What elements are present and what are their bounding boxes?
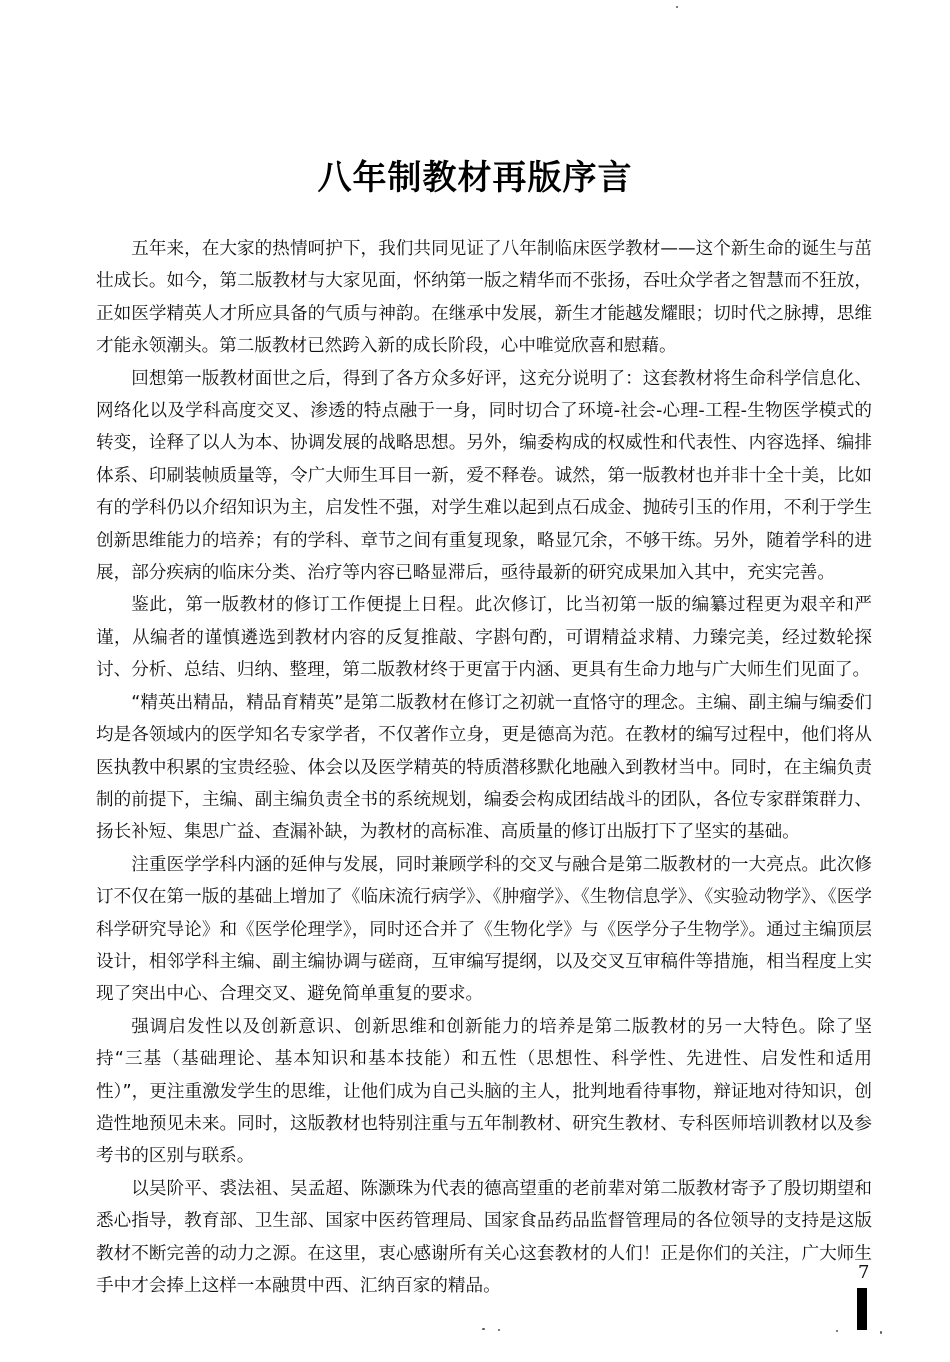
paragraph: 回想第一版教材面世之后，得到了各方众多好评，这充分说明了：这套教材将生命科学信息化、网络化以及学科高度交叉、渗透的特点融于一身，同时切合了环境-社会-心理-工程-生物医学模式的转变，诠释了以人为本、协调发展的战略思想。另外，编委构成的权威性和代表性、内容选择、编排体系、印刷装帧质量等，令广大师生耳目一新，爱不释卷。诚然，第一版教材也并非十全十美，比如有的学科仍以介绍知识为主，启发性不强，对学生难以起到点石成金、抛砖引玉的作用，不利于学生创新思维能力的培养；有的学科、章节之间有重复现象，略显冗余，不够干练。另外，随着学科的进展，部分疾病的临床分类、治疗等内容已略显滞后，亟待最新的研究成果加入其中，充实完善。 (96, 368, 872, 584)
scan-speck (676, 6, 678, 8)
paragraph: 注重医学学科内涵的延伸与发展，同时兼顾学科的交叉与融合是第二版教材的一大亮点。此次修订不仅在第一版的基础上增加了《临床流行病学》、《肿瘤学》、《生物信息学》、《实验动物学》、《医学科学研究导论》和《医学伦理学》，同时还合并了《生物化学》与《医学分子生物学》。通过主编顶层设计，相邻学科主编、副主编协调与磋商，互审编写提纲，以及交叉互审稿件等措施，相当程度上实现了突出中心、合理交叉、避免简单重复的要求。 (96, 854, 872, 1005)
paragraph: “精英出精品，精品育精英”是第二版教材在修订之初就一直恪守的理念。主编、副主编与编委们均是各领域内的医学知名专家学者，不仅著作立身，更是德高为范。在教材的编写过程中，他们将从医执教中积累的宝贵经验、体会以及医学精英的特质潜移默化地融入到教材当中。同时，在主编负责制的前提下，主编、副主编负责全书的系统规划，编委会构成团结战斗的团队，各位专家群策群力、扬长补短、集思广益、查漏补缺，为教材的高标准、高质量的修订出版打下了坚实的基础。 (96, 692, 872, 843)
document-body (96, 233, 872, 1302)
document-title: 八年制教材再版序言 (317, 158, 633, 198)
paragraph: 鉴此，第一版教材的修订工作便提上日程。此次修订，比当初第一版的编纂过程更为艰辛和严谨，从编者的谨慎遴选到教材内容的反复推敲、字斟句酌，可谓精益求精、力臻完美，经过数轮探讨、分析、总结、归纳、整理，第二版教材终于更富于内涵、更具有生命力地与广大师生们见面了。 (96, 595, 872, 681)
paragraph: 五年来，在大家的热情呵护下，我们共同见证了八年制临床医学教材——这个新生命的诞生与茁壮成长。如今，第二版教材与大家见面，怀纳第一版之精华而不张扬，吞吐众学者之智慧而不狂放，正如医学精英人才所应具备的气质与神韵。在继承中发展，新生才能越发耀眼；切时代之脉搏，思维才能永领潮头。第二版教材已然跨入新的成长阶段，心中唯觉欣喜和慰藉。 (96, 239, 872, 357)
scan-speck (880, 1331, 882, 1334)
paragraph: 以吴阶平、裘法祖、吴孟超、陈灏珠为代表的德高望重的老前辈对第二版教材寄予了殷切期望和悉心指导，教育部、卫生部、国家中医药管理局、国家食品药品监督管理局的各位领导的支持是这版教材不断完善的动力之源。在这里，衷心感谢所有关心这套教材的人们！正是你们的关注，广大师生手中才会捧上这样一本融贯中西、汇纳百家的精品。 (96, 1178, 872, 1296)
scan-speck (498, 1329, 500, 1331)
scan-speck (836, 1330, 838, 1332)
page-edge-marker (857, 1288, 867, 1330)
paragraph: 强调启发性以及创新意识、创新思维和创新能力的培养是第二版教材的另一大特色。除了坚持“三基（基础理论、基本知识和基本技能）和五性（思想性、科学性、先进性、启发性和适用性）”，更注重激发学生的思维，让他们成为自己头脑的主人，批判地看待事物，辩证地对待知识，创造性地预见未来。同时，这版教材也特别注重与五年制教材、研究生教材、专科医师培训教材以及参考书的区别与联系。 (96, 1016, 872, 1167)
page-number: 7 (858, 1262, 870, 1283)
scan-speck (482, 1328, 485, 1330)
